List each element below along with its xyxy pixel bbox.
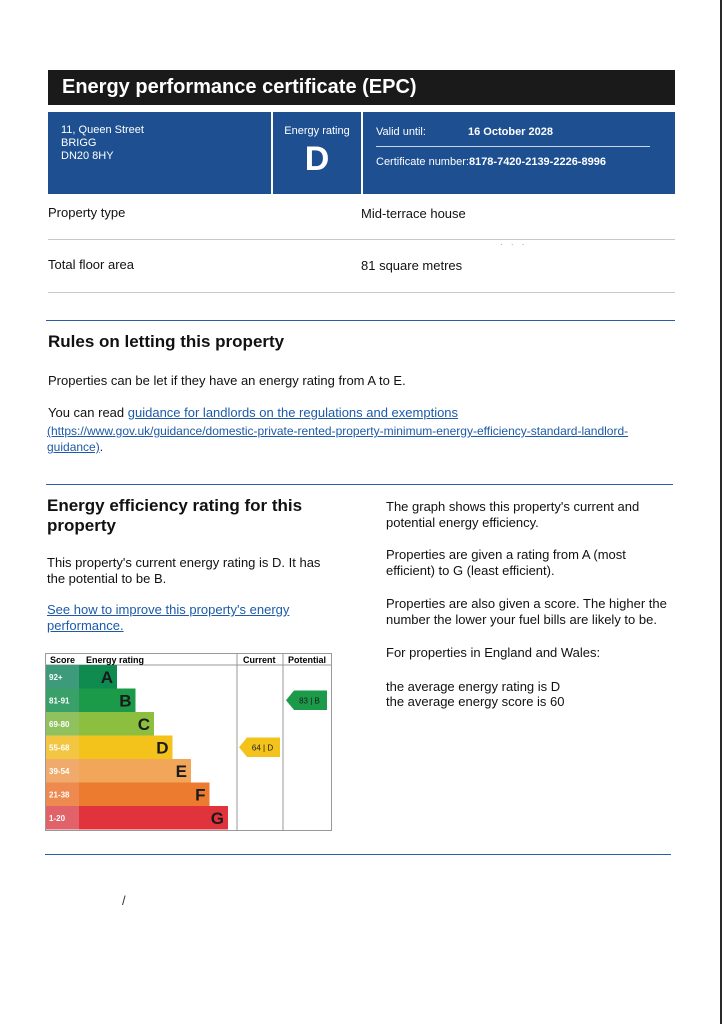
energy-rating-chart-svg xyxy=(45,653,332,831)
band-letter: B xyxy=(119,691,132,711)
guidance-link[interactable]: guidance for landlords on the regulations and exemptions xyxy=(127,405,459,420)
floor-area-label: Total floor area xyxy=(48,257,134,272)
average-score-text: the average energy score is 60 xyxy=(386,694,565,709)
guidance-url-link-line2[interactable]: guidance) xyxy=(47,440,100,454)
band-letter: A xyxy=(100,667,113,687)
efficiency-heading-line2: property xyxy=(47,516,116,535)
guidance-url-link-line1[interactable]: (https://www.gov.uk/guidance/domestic-private-rented-property-minimum-energy-efficiency-standard-landlord- xyxy=(47,424,629,438)
property-type-value: Mid-terrace house xyxy=(361,206,466,221)
band-score-label: 81-91 xyxy=(49,696,70,706)
band-g xyxy=(46,806,228,830)
valid-until-value: 16 October 2028 xyxy=(468,126,553,138)
energy-rating-value: D xyxy=(304,140,330,178)
floor-area-value: 81 square metres xyxy=(361,258,463,273)
rating-scale-line2: efficient) to G (least efficient). xyxy=(386,563,555,578)
letting-text: Properties can be let if they have an energy rating from A to E. xyxy=(48,373,406,388)
band-bar xyxy=(79,806,228,830)
scan-specks: · · · xyxy=(500,240,528,249)
guidance-url-suffix: . xyxy=(99,440,104,454)
improve-link-line2[interactable]: performance. xyxy=(47,618,124,633)
efficiency-heading-line1: Energy efficiency rating for this xyxy=(47,496,303,515)
energy-rating-panel xyxy=(273,112,361,194)
band-c xyxy=(46,712,154,736)
average-rating-text: the average energy rating is D xyxy=(386,679,561,694)
current-marker-label: 64 | D xyxy=(251,743,274,753)
address-line2: BRIGG xyxy=(61,137,97,149)
band-letter: D xyxy=(156,738,169,758)
band-e xyxy=(46,759,191,783)
stray-mark: / xyxy=(122,893,126,908)
score-description-line1: Properties are also given a score. The higher the xyxy=(386,596,667,611)
band-score-label: 92+ xyxy=(49,672,63,682)
graph-description-line2: potential energy efficiency. xyxy=(386,515,539,530)
address-line3: DN20 8HY xyxy=(61,150,114,162)
band-score-label: 69-80 xyxy=(49,719,70,729)
band-f xyxy=(46,783,210,807)
chart-header-score: Score xyxy=(50,655,76,665)
band-b xyxy=(46,689,136,713)
band-d xyxy=(46,736,173,760)
energy-rating-chart xyxy=(45,653,332,831)
validity-divider xyxy=(376,146,650,147)
chart-header-rating: Energy rating xyxy=(86,655,145,665)
chart-header-potential: Potential xyxy=(288,655,327,665)
graph-description xyxy=(386,499,686,531)
current-rating-line2: the potential to be B. xyxy=(47,571,167,586)
rating-scale-line1: Properties are given a rating from A (most xyxy=(386,547,626,562)
potential-marker-label: 83 | B xyxy=(299,696,320,706)
address-panel xyxy=(48,112,271,194)
band-score-label: 39-54 xyxy=(49,766,70,776)
graph-description-line1: The graph shows this property's current and xyxy=(386,499,640,514)
score-description-line2: number the lower your fuel bills are likely to be. xyxy=(386,612,657,627)
chart-header-current: Current xyxy=(243,655,276,665)
page-title: Energy performance certificate (EPC) xyxy=(48,70,675,105)
band-score-label: 1-20 xyxy=(49,813,66,823)
property-type-label: Property type xyxy=(48,205,126,220)
page-edge xyxy=(720,0,722,1024)
section-divider xyxy=(46,484,673,485)
certificate-number-value: 8178-7420-2139-2226-8996 xyxy=(468,156,606,168)
england-wales-text: For properties in England and Wales: xyxy=(386,645,601,660)
band-bar xyxy=(79,783,210,807)
score-description xyxy=(386,596,686,628)
section-divider xyxy=(46,320,675,321)
section-divider xyxy=(45,854,671,855)
band-letter: F xyxy=(195,785,206,805)
letting-read-prefix: You can read xyxy=(48,405,128,420)
letting-guidance xyxy=(48,405,648,421)
address-line1: 11, Queen Street xyxy=(61,124,144,136)
current-rating-line1: This property's current energy rating is D. It has xyxy=(47,555,321,570)
band-score-label: 55-68 xyxy=(49,743,70,753)
energy-rating-label: Energy rating xyxy=(284,125,350,137)
valid-until-label: Valid until: xyxy=(376,126,426,138)
current-rating-text xyxy=(47,555,320,587)
band-letter: E xyxy=(175,761,187,781)
band-letter: G xyxy=(210,808,224,828)
rating-scale-description xyxy=(386,547,686,579)
efficiency-heading xyxy=(47,496,302,536)
divider xyxy=(48,292,675,293)
divider xyxy=(48,239,675,240)
band-bar xyxy=(79,759,191,783)
validity-panel xyxy=(363,112,675,194)
guidance-url xyxy=(47,423,667,455)
letting-heading: Rules on letting this property xyxy=(48,332,285,351)
band-score-label: 21-38 xyxy=(49,790,70,800)
improve-link-block xyxy=(47,602,289,634)
certificate-number-label: Certificate number: xyxy=(376,156,469,168)
band-a xyxy=(46,665,117,689)
band-letter: C xyxy=(137,714,150,734)
improve-link-line1[interactable]: See how to improve this property's energy xyxy=(47,602,290,617)
